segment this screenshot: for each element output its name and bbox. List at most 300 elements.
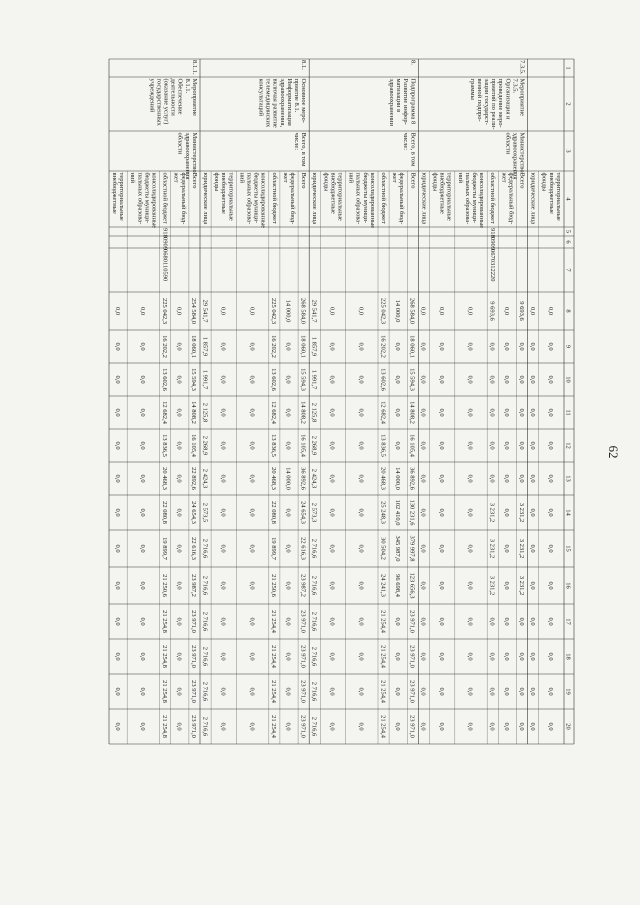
column-header: 13 [564,475,572,482]
budget-value: 0,0 [357,722,365,731]
budget-value: 0,0 [175,617,183,626]
budget-value: 13 836,5 [160,434,168,457]
budget-value: 0,0 [113,306,121,316]
budget-value: 0,0 [437,342,445,351]
budget-value: 0,0 [466,687,474,696]
program-name: Развитие инфор- [402,78,410,125]
budget-value: 0,0 [488,617,496,626]
funding-source-label: федеральный бюд- [179,172,187,225]
budget-value: 14 000,0 [284,299,292,323]
funding-source-label: консолидированные [259,172,267,229]
budget-value: 0,0 [219,687,227,696]
column-header: 16 [564,582,572,589]
budget-value: 0,0 [175,544,183,553]
budget-value: 0,0 [419,581,427,590]
budget-value: 21 254,4 [270,645,278,668]
budget-value: 0,0 [139,306,147,316]
budget-value: 19 899,7 [160,537,168,560]
budget-value: 0,0 [175,375,183,384]
budget-value: 0,0 [219,508,227,517]
column-header: 10 [564,376,572,383]
column-header: 2 [564,102,572,106]
budget-value: 0,0 [503,687,511,696]
program-name: учреждений [148,78,156,113]
budget-value: 0,0 [437,544,445,553]
budget-value: 18 060,1 [190,335,198,358]
program-name: граммы [468,78,476,100]
budget-value: 0,0 [357,508,365,517]
funding-source-label: бюджеты муници- [143,172,151,224]
budget-value: 0,0 [437,508,445,517]
budget-value: 2 125,8 [310,402,318,423]
funding-source-label: территориальные [336,172,344,221]
budget-value: 0,0 [113,544,121,553]
budget-value: 0,0 [419,652,427,661]
budget-value: 2 716,6 [310,646,318,667]
responsible-executor: числе: [293,132,300,151]
budget-value: 2 268,9 [201,435,209,456]
budget-value: 0,0 [528,544,536,553]
funding-source-label: бюджеты муници- [471,172,478,224]
funding-source-label: пальных образова- [354,172,362,225]
budget-value: 0,0 [503,441,511,450]
budget-value: 0,0 [357,342,365,351]
budget-value: 0,0 [419,722,427,731]
funding-source-label: областной бюджет [380,172,387,224]
budget-value: 0,0 [393,375,401,384]
budget-value: 0,0 [547,652,555,661]
budget-value: 0,0 [328,617,336,626]
funding-source-label: пальных образова- [136,172,144,225]
budget-value: 0,0 [357,441,365,450]
funding-source-label: юридические лица [311,172,319,225]
program-name: проведение меро- [497,78,505,128]
funding-source-label: ний [238,172,246,183]
budget-value: 23 971,0 [190,680,198,703]
funding-source-label: пальных образова- [463,172,471,225]
budget-value: 21 254,8 [160,715,168,738]
budget-value: 0,0 [248,581,256,590]
budget-value: 0,0 [219,474,227,483]
budget-value: 0,0 [113,722,121,731]
budget-value: 0,0 [357,408,365,417]
budget-value: 2 716,6 [201,538,209,559]
funding-source-label: Всего [518,172,526,189]
budget-value: 15 594,3 [190,368,198,391]
budget-value: 0,0 [503,306,511,316]
budget-value: 0,0 [219,306,227,316]
responsible-executor: области [176,132,184,155]
budget-value: 0,0 [393,687,401,696]
budget-value: 0,0 [437,581,445,590]
classification-code: 0909 [489,237,497,250]
budget-value: 0,0 [357,306,365,316]
budget-value: 21 254,4 [379,645,387,668]
budget-value: 102 410,0 [393,499,401,526]
column-header: 1 [564,66,572,70]
funding-source-label: внебюджетные [111,172,118,214]
budget-value: 0,0 [466,306,474,316]
funding-source-label: юридические лица [202,172,209,225]
budget-value: 23 971,0 [299,610,307,633]
budget-value: 0,0 [139,652,147,661]
budget-value: 0,0 [437,617,445,626]
budget-table [60,55,580,849]
program-name: деятельности [169,78,177,116]
funding-source-label: Всего [300,172,308,189]
column-header: 9 [564,344,572,349]
budget-value: 9 693,6 [517,301,525,321]
funding-source-label: внебюджетные [547,172,555,214]
budget-value: 14 000,0 [393,299,401,323]
budget-value: 0,0 [488,408,496,417]
budget-value: 0,0 [437,441,445,450]
budget-value: 0,0 [284,722,292,731]
budget-value: 3 231,2 [488,575,496,596]
budget-value: 0,0 [328,581,336,590]
budget-value: 0,0 [328,544,336,553]
budget-value: 2 125,8 [201,402,209,423]
budget-value: 0,0 [113,687,121,696]
budget-value: 2 716,6 [310,575,318,596]
responsible-executor: Всего, в том [409,132,417,167]
budget-value: 0,0 [175,652,183,661]
budget-value: 0,0 [503,474,511,483]
budget-value: 0,0 [219,617,227,626]
budget-value: 0,0 [357,617,365,626]
budget-value: 29 541,7 [310,299,318,323]
budget-value: 21 250,6 [160,574,168,597]
budget-value: 0,0 [139,375,147,384]
budget-value: 16 202,2 [160,335,168,358]
budget-value: 24 654,3 [190,501,198,524]
budget-value: 22 080,8 [160,501,168,524]
budget-value: 0,0 [528,342,536,351]
budget-value: 0,0 [139,474,147,483]
program-name: Информатизация [285,78,293,126]
budget-value: 0,0 [528,687,536,696]
budget-value: 3 231,2 [517,538,525,559]
budget-value: 23 971,0 [408,715,416,738]
program-name: (оказание услуг) [162,78,170,125]
block-number: 8. [409,60,417,65]
budget-value: 0,0 [466,617,474,626]
budget-value: 0,0 [248,342,256,351]
budget-value: 0,0 [419,342,427,351]
budget-value: 0,0 [466,722,474,731]
budget-value: 0,0 [419,687,427,696]
budget-value: 12 682,4 [160,401,168,424]
budget-value: 24 241,3 [379,574,387,597]
budget-value: 0,0 [139,544,147,553]
budget-value: 0,0 [488,687,496,696]
budget-value: 23 971,0 [408,680,416,703]
budget-value: 0,0 [284,544,292,553]
responsible-executor: Министерство [518,132,526,173]
budget-value: 0,0 [139,441,147,450]
budget-value: 0,0 [328,687,336,696]
page-number: 62 [606,445,621,459]
budget-value: 0,0 [419,474,427,483]
budget-value: 123 656,3 [408,572,416,599]
budget-value: 0,0 [248,508,256,517]
budget-value: 0,0 [466,441,474,450]
budget-value: 2 716,6 [310,681,318,702]
funding-source-label: фонды [322,172,330,192]
program-name: государственных [155,78,163,126]
budget-value: 0,0 [393,342,401,351]
budget-value: 130 231,6 [408,499,416,526]
budget-value: 0,0 [328,474,336,483]
budget-value: 0,0 [547,342,555,351]
budget-value: 36 892,6 [299,467,307,490]
budget-value: 345 987,0 [393,535,401,562]
funding-source-label: фонды [540,172,548,192]
budget-value: 2 716,6 [310,538,318,559]
responsible-executor: Министерство [190,132,198,173]
budget-value: 0,0 [503,342,511,351]
block-number: 7.3.5. [518,60,526,75]
funding-source-label: фонды [431,172,439,192]
budget-value: 0,0 [219,408,227,417]
budget-value: 30 504,2 [379,537,387,560]
budget-value: 16 202,2 [379,335,387,358]
budget-value: 0,0 [528,474,536,483]
budget-value: 2 716,6 [201,716,209,737]
budget-value: 0,0 [113,375,121,384]
funding-source-label: ний [129,172,137,183]
budget-value: 0,0 [113,474,121,483]
funding-source-label: областной бюджет [161,172,169,224]
budget-value: 0,0 [488,342,496,351]
budget-value: 0,0 [503,652,511,661]
budget-value: 16 105,4 [408,434,416,457]
budget-value: 0,0 [419,375,427,384]
funding-source-label: ний [347,172,355,183]
budget-value: 0,0 [113,441,121,450]
budget-value: 0,0 [284,441,292,450]
budget-value: 20 468,3 [270,467,278,490]
budget-value: 14 808,2 [299,401,307,424]
budget-value: 0,0 [437,722,445,731]
budget-value: 0,0 [528,408,536,417]
budget-value: 12 682,4 [379,401,387,424]
budget-value: 0,0 [517,408,525,417]
budget-value: 0,0 [139,408,147,417]
budget-value: 0,0 [528,375,536,384]
funding-source-label: территориальные [554,172,562,221]
budget-value: 2 268,9 [310,435,318,456]
budget-value: 0,0 [219,342,227,351]
budget-value: 225 042,3 [379,298,387,324]
budget-value: 23 971,0 [408,610,416,633]
budget-value: 0,0 [528,722,536,731]
budget-value: 3 231,2 [517,502,525,523]
budget-value: 0,0 [488,375,496,384]
budget-value: 0,0 [517,342,525,351]
budget-value: 3 231,2 [488,502,496,523]
budget-value: 0,0 [547,375,555,384]
budget-value: 13 602,6 [270,368,278,391]
budget-value: 0,0 [419,617,427,626]
budget-value: 22 080,8 [270,501,278,524]
budget-value: 14 808,2 [408,401,416,424]
budget-value: 2 716,6 [201,611,209,632]
responsible-executor: Всего, в том [300,132,308,167]
budget-value: 0,0 [248,544,256,553]
budget-value: 0,0 [284,408,292,417]
column-header: 17 [564,618,572,625]
budget-value: 1 991,7 [201,369,209,390]
budget-value: 0,0 [328,408,336,417]
budget-value: 0,0 [503,375,511,384]
budget-value: 0,0 [284,617,292,626]
column-header: 11 [564,409,572,416]
budget-value: 23 971,0 [190,715,198,738]
budget-value: 15 594,3 [299,368,307,391]
budget-value: 14 000,0 [284,467,292,490]
program-name: телемедицинских [264,78,272,128]
budget-value: 0,0 [466,508,474,517]
budget-value: 13 602,6 [160,368,168,391]
budget-value: 23 971,0 [190,610,198,633]
budget-value: 18 060,1 [299,335,307,358]
budget-value: 0,0 [284,342,292,351]
budget-value: 22 616,3 [190,537,198,560]
budget-value: 225 042,3 [270,298,278,324]
classification-code: 0909 [161,237,169,250]
budget-value: 0,0 [517,652,525,661]
budget-value: 21 254,8 [160,610,168,633]
budget-value: 0,0 [175,581,183,590]
budget-value: 0,0 [328,342,336,351]
budget-value: 21 254,4 [270,610,278,633]
budget-value: 0,0 [175,508,183,517]
budget-value: 23 971,0 [190,645,198,668]
program-name: венной подпро- [475,78,483,122]
budget-value: 0,0 [175,722,183,731]
budget-value: 0,0 [419,544,427,553]
budget-value: 0,0 [284,375,292,384]
program-name: матизации в [395,78,403,113]
budget-value: 23 971,0 [299,715,307,738]
budget-value: 0,0 [517,441,525,450]
budget-value: 0,0 [503,408,511,417]
funding-source-label: внебюджетные [438,172,446,214]
budget-value: 23 971,0 [299,680,307,703]
budget-value: 0,0 [328,441,336,450]
budget-value: 21 254,4 [270,715,278,738]
budget-value: 2 573,5 [201,502,209,523]
budget-value: 0,0 [547,474,555,483]
budget-value: 0,0 [547,306,555,316]
budget-value: 0,0 [393,652,401,661]
funding-source-label: территориальные [445,172,453,221]
budget-value: 0,0 [547,722,555,731]
program-name: Мероприятие [518,78,526,116]
budget-value: 0,0 [219,652,227,661]
program-name: Мероприятие [190,78,198,116]
budget-value: 3 231,2 [517,575,525,596]
budget-value: 0,0 [517,687,525,696]
budget-value: 0,0 [113,581,121,590]
responsible-executor: числе: [402,132,410,151]
budget-value: 0,0 [219,544,227,553]
funding-source-label: территориальные [227,172,235,221]
budget-value: 0,0 [357,375,365,384]
column-header: 3 [564,149,572,153]
budget-value: 16 105,4 [190,434,198,457]
program-name: 8.1.1. [183,78,191,94]
program-name: 7.3.5. [511,78,519,94]
budget-value: 0,0 [357,652,365,661]
budget-value: 0,0 [419,306,427,316]
program-name: зации государст- [483,78,490,125]
funding-source-label: федеральный бюд- [507,172,515,225]
funding-source-label: юридические лица [420,172,428,225]
budget-value: 0,0 [113,508,121,517]
budget-value: 21 254,4 [270,680,278,703]
responsible-executor: здравоохранения [511,132,519,180]
budget-value: 0,0 [357,544,365,553]
budget-value: 0,0 [547,581,555,590]
funding-source-label: областной бюджет [489,172,497,224]
budget-value: 0,0 [139,342,147,351]
budget-value: 0,0 [466,544,474,553]
budget-value: 24 654,3 [299,501,307,524]
budget-value: 0,0 [503,581,511,590]
budget-value: 2 716,6 [201,681,209,702]
budget-value: 2 716,6 [201,646,209,667]
classification-code: 0680110590 [161,249,169,282]
budget-value: 21 254,4 [379,610,387,633]
budget-value: 0,0 [466,375,474,384]
budget-value: 0,0 [528,508,536,517]
budget-value: 0,0 [547,408,555,417]
funding-source-label: федеральный бюд- [289,172,296,225]
budget-value: 21 254,4 [379,680,387,703]
program-name: Основное меро- [300,78,308,123]
budget-value: 25 248,3 [379,501,387,524]
classification-code: 918 [161,228,169,238]
budget-value: 20 468,3 [160,467,168,490]
budget-value: 0,0 [517,474,525,483]
column-header: 6 [564,240,572,244]
budget-value: 0,0 [139,687,147,696]
budget-value: 0,0 [175,474,183,483]
budget-value: 16 202,2 [270,335,278,358]
budget-value: 0,0 [437,687,445,696]
budget-value: 36 892,6 [408,467,416,490]
budget-value: 0,0 [466,581,474,590]
budget-value: 0,0 [528,441,536,450]
budget-value: 0,0 [248,617,256,626]
budget-value: 0,0 [528,581,536,590]
column-header: 8 [564,309,572,313]
budget-value: 0,0 [488,441,496,450]
budget-value: 0,0 [517,375,525,384]
budget-value: 268 584,0 [408,298,416,324]
budget-value: 9 693,6 [488,301,496,321]
budget-value: 0,0 [328,508,336,517]
budget-value: 14 000,0 [393,467,401,490]
budget-value: 0,0 [503,722,511,731]
budget-value: 3 231,2 [488,538,496,559]
budget-value: 0,0 [139,722,147,731]
budget-value: 15 594,3 [408,368,416,391]
budget-value: 23 987,2 [299,574,307,597]
program-name: приятий по реали- [490,78,498,130]
